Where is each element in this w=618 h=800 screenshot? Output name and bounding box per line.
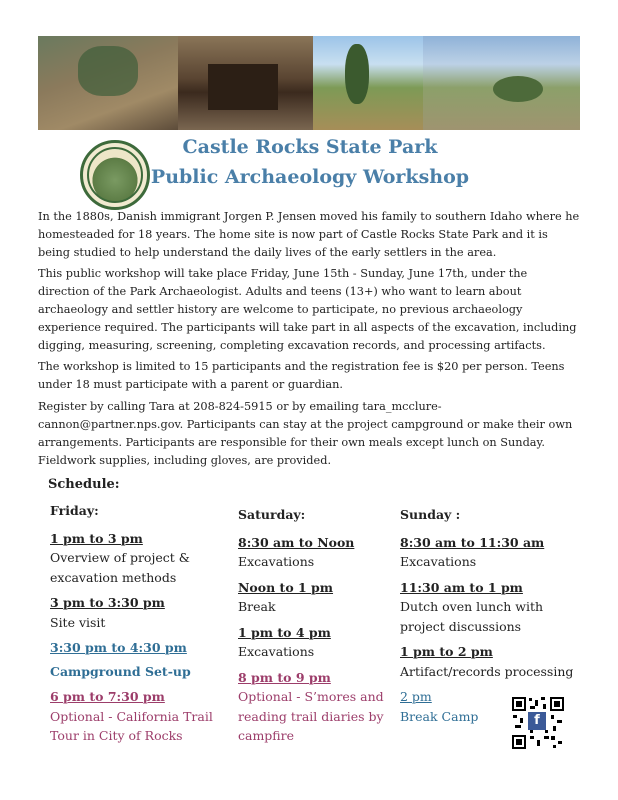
time-slot: 8:30 am to Noon	[238, 534, 355, 550]
day-label-saturday: Saturday:	[238, 507, 306, 522]
time-slot: Noon to 1 pm	[238, 579, 334, 595]
slot-description: Artifact/records processing	[400, 663, 574, 679]
photo-excavation-pit	[178, 36, 313, 130]
slot-description: Optional - S’mores and reading trail diaries by campfire	[238, 689, 384, 743]
seal-emblem-icon	[87, 147, 143, 203]
photo-digging	[38, 36, 178, 130]
park-seal-logo	[80, 140, 150, 210]
slot-description: Dutch oven lunch with project discussions	[400, 599, 544, 634]
time-slot: 3:30 pm to 4:30 pm	[50, 640, 187, 655]
time-slot: 1 pm to 3 pm	[50, 530, 143, 546]
slot-description: Excavations	[238, 644, 315, 659]
time-slot: 8 pm to 9 pm	[238, 669, 331, 685]
fee-paragraph: The workshop is limited to 15 participants and the registration fee is $20 per person. Teens under 18 must participate with a parent or guardian.	[38, 360, 565, 391]
slot-description: Site visit	[50, 614, 106, 630]
registration-paragraph: Register by calling Tara at 208-824-5915 or by emailing tara_mcclure-cannon@partner.nps.gov. Participants can stay at the project campground or make their own arrangements. Participants are responsible for their own meals except lunch on Sunday. Fieldwork supplies, including gloves, are provided.	[38, 400, 573, 467]
time-slot: 8:30 am to 11:30 am	[400, 534, 545, 550]
slot-description: Campground Set-up	[50, 663, 191, 679]
park-title: Castle Rocks State Park	[182, 136, 438, 158]
intro-paragraph: In the 1880s, Danish immigrant Jorgen P. Jensen moved his family to southern Idaho where he homesteaded for 18 years. The home site is now part of Castle Rocks State Park and it is being studied to help understand the daily lives of the early settlers in the area.	[38, 210, 580, 259]
photo-field-visit	[313, 36, 423, 130]
time-slot: 3 pm to 3:30 pm	[50, 595, 165, 610]
slot-description: Excavations	[238, 554, 315, 569]
day-label-sunday: Sunday :	[400, 507, 461, 522]
facebook-icon: f	[528, 712, 546, 730]
workshop-details-paragraph: This public workshop will take place Friday, June 15th - Sunday, June 17th, under the direction of the Park Archaeologist. Adults and teens (13+) who want to learn about archaeology and settler history are welcome to participate, no previous archaeology experience required. The participants will take part in all aspects of the excavation, including digging, measuring, screening, completing excavation records, and processing artifacts.	[38, 267, 577, 352]
saturday-column	[238, 505, 398, 752]
slot-description: Excavations	[400, 554, 477, 569]
schedule-heading: Schedule:	[48, 477, 120, 492]
time-slot: 11:30 am to 1 pm	[400, 579, 523, 595]
photo-site-work	[423, 36, 580, 130]
slot-description: Overview of project & excavation methods	[50, 550, 190, 585]
time-slot: 2 pm	[400, 689, 432, 704]
workshop-title: Public Archaeology Workshop	[150, 166, 470, 188]
slot-description: Optional - California Trail Tour in City of Rocks	[50, 708, 213, 743]
time-slot: 1 pm to 4 pm	[238, 624, 331, 640]
friday-column	[50, 501, 225, 752]
time-slot: 6 pm to 7:30 pm	[50, 689, 165, 704]
time-slot: 1 pm to 2 pm	[400, 644, 493, 659]
slot-description: Break Camp	[400, 708, 479, 724]
slot-description: Break	[238, 599, 276, 614]
day-label-friday: Friday:	[50, 503, 99, 518]
header-photo-strip	[38, 36, 580, 130]
